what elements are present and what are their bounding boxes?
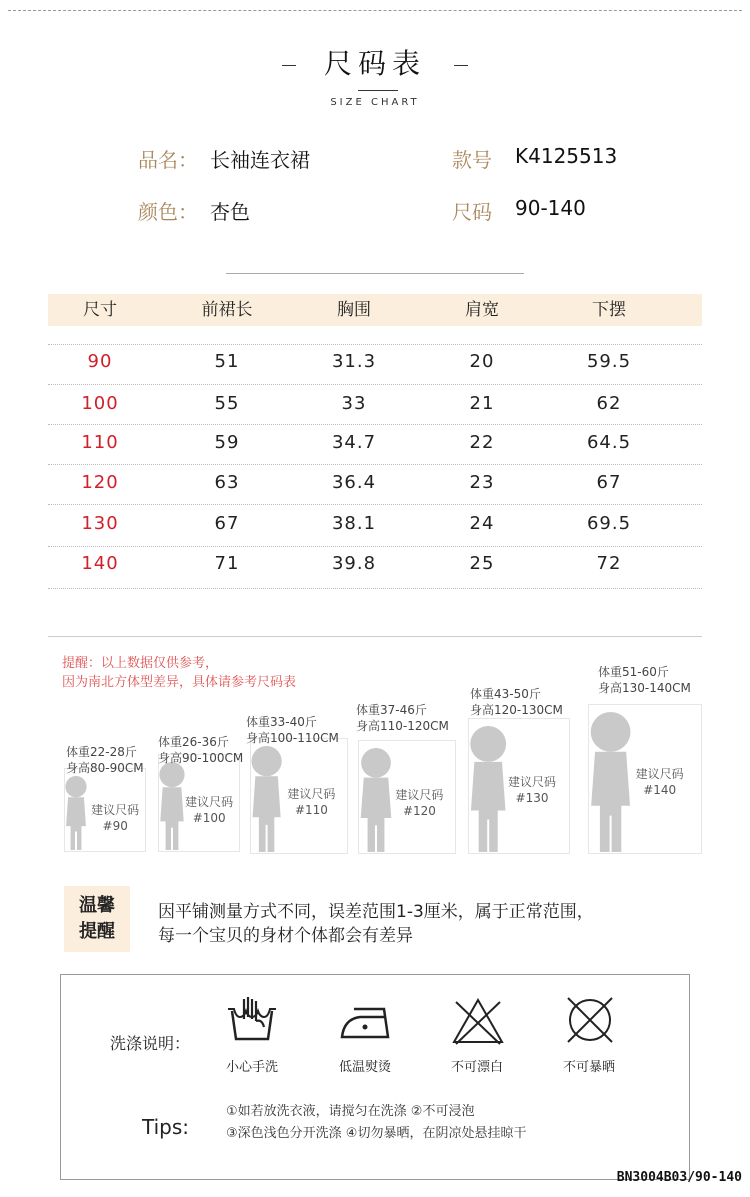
warm-reminder-text [158,900,594,948]
recommended-size-label: 建议尺码 [185,795,234,810]
recommended-size-value: #90 [102,819,128,834]
recommended-size [496,774,568,806]
measurement-cell: 67 [214,513,240,534]
recommended-size-value: #130 [515,791,549,806]
size-guide-measurements [598,664,691,696]
measurement-cell: 51 [214,351,240,372]
height-range: 身高80-90CM [66,761,144,775]
recommended-size [385,787,454,819]
size-guide-measurements [158,734,243,766]
measurement-cell: 21 [469,393,495,414]
table-row-divider [48,384,702,385]
size-cell: 140 [81,553,119,574]
low-iron-icon [340,1003,392,1045]
height-range: 身高90-100CM [158,751,244,765]
style-label: 款号 [452,148,492,172]
size-cell: 90 [87,351,113,372]
recommended-size-label: 建议尺码 [287,786,336,801]
tips-label: Tips: [142,1115,190,1139]
measurement-cell: 64.5 [586,432,632,453]
weight-range: 体重51-60斤 [598,665,669,679]
table-bottom-divider [48,636,702,637]
warm-reminder-badge [64,886,130,952]
measurement-cell: 25 [469,553,495,574]
measurement-cell: 33 [341,393,367,414]
measurement-cell: 59 [214,432,240,453]
measurement-cell: 20 [469,351,495,372]
recommended-size-value: #110 [294,802,328,817]
reminder-text [62,654,296,692]
table-header-cell: 前裙长 [201,300,253,320]
recommended-size-label: 建议尺码 [91,803,140,818]
table-row-divider [48,464,702,465]
reminder-line-1: 提醒：以上数据仅供参考， [62,656,219,671]
size-cell: 120 [81,472,119,493]
table-row-divider [48,344,702,345]
size-value: 90-140 [515,196,586,220]
recommended-size [619,766,700,798]
recommended-size [180,794,238,826]
top-dashed-divider [8,10,742,11]
measurement-cell: 23 [469,472,495,493]
page-title-row [0,42,750,82]
height-range: 身高120-130CM [470,703,563,717]
no-bleach-caption: 不可漂白 [450,1060,503,1075]
page-title: 尺码表 [323,47,426,80]
measurement-cell: 36.4 [331,472,377,493]
title-dash-left [282,65,296,66]
recommended-size [277,786,346,818]
size-label: 尺码 [452,200,492,224]
table-row-divider [48,424,702,425]
name-label: 品名： [138,148,198,172]
tip-line-1: ①如若放洗衣液，请搅匀在洗涤 ②不可浸泡 [226,1104,475,1119]
reminder-line-2: 因为南北方体型差异，具体请参考尺码表 [62,675,297,690]
measurement-cell: 22 [469,432,495,453]
measurement-cell: 39.8 [331,553,377,574]
section-divider [226,273,524,274]
size-cell: 110 [81,432,119,453]
tips-text [226,1101,526,1145]
weight-range: 体重26-36斤 [158,735,229,749]
size-guide-measurements [356,702,449,734]
hand-wash-icon [226,997,278,1049]
recommended-size-value: #120 [402,804,436,819]
table-header-cell: 下摆 [592,300,626,320]
measurement-cell: 55 [214,393,240,414]
measurement-cell: 62 [596,393,622,414]
weight-range: 体重37-46斤 [356,703,427,717]
measurement-cell: 34.7 [331,432,377,453]
weight-range: 体重43-50斤 [470,687,541,701]
recommended-size-label: 建议尺码 [635,767,684,782]
measurement-cell: 67 [596,472,622,493]
page-subtitle: SIZE CHART [330,97,420,108]
height-range: 身高130-140CM [598,681,691,695]
weight-range: 体重22-28斤 [66,745,137,759]
table-header-cell: 肩宽 [465,300,499,320]
measurement-cell: 72 [596,553,622,574]
size-guide-measurements [66,744,144,776]
no-tumble-dry-icon [564,994,616,1050]
color-value: 杏色 [210,200,250,224]
size-guide-measurements [246,714,339,746]
recommended-size-label: 建议尺码 [507,775,556,790]
table-row-divider [48,504,702,505]
warm-label-line-2: 提醒 [79,921,115,942]
measurement-cell: 71 [214,553,240,574]
name-value: 长袖连衣裙 [210,148,310,172]
height-range: 身高100-110CM [246,731,339,745]
measurement-cell: 31.3 [331,351,377,372]
low-iron-caption: 低温熨烫 [338,1060,391,1075]
recommended-size [86,802,144,834]
style-value: K4125513 [515,144,618,168]
measurement-cell: 69.5 [586,513,632,534]
table-header-cell: 胸围 [337,300,371,320]
warm-text-line-2: 每一个宝贝的身材个体都会有差异 [158,926,413,946]
size-cell: 100 [81,393,119,414]
recommended-size-value: #140 [643,783,677,798]
measurement-cell: 59.5 [586,351,632,372]
height-range: 身高110-120CM [356,719,449,733]
size-cell: 130 [81,513,119,534]
table-header-cell: 尺寸 [83,300,117,320]
measurement-cell: 63 [214,472,240,493]
no-tumble-dry-caption: 不可暴晒 [562,1060,615,1075]
recommended-size-value: #100 [192,811,226,826]
table-row-divider [48,588,702,589]
product-code: BN3004B03/90-140 [616,1170,742,1185]
subtitle-underline [358,90,398,91]
care-label: 洗涤说明： [110,1034,191,1053]
recommended-size-label: 建议尺码 [395,788,444,803]
weight-range: 体重33-40斤 [246,715,317,729]
size-guide-measurements [470,686,563,718]
hand-wash-caption: 小心手洗 [225,1060,278,1075]
warm-label-line-1: 温馨 [79,895,115,916]
tip-line-2: ③深色浅色分开洗涤 ④切勿暴晒，在阴凉处悬挂晾干 [226,1126,527,1141]
measurement-cell: 24 [469,513,495,534]
title-dash-right [454,65,468,66]
table-row-divider [48,546,702,547]
color-label: 颜色： [138,200,198,224]
warm-text-line-1: 因平铺测量方式不同，误差范围1-3厘米，属于正常范围， [158,902,594,922]
no-bleach-icon [452,998,504,1050]
measurement-cell: 38.1 [331,513,377,534]
